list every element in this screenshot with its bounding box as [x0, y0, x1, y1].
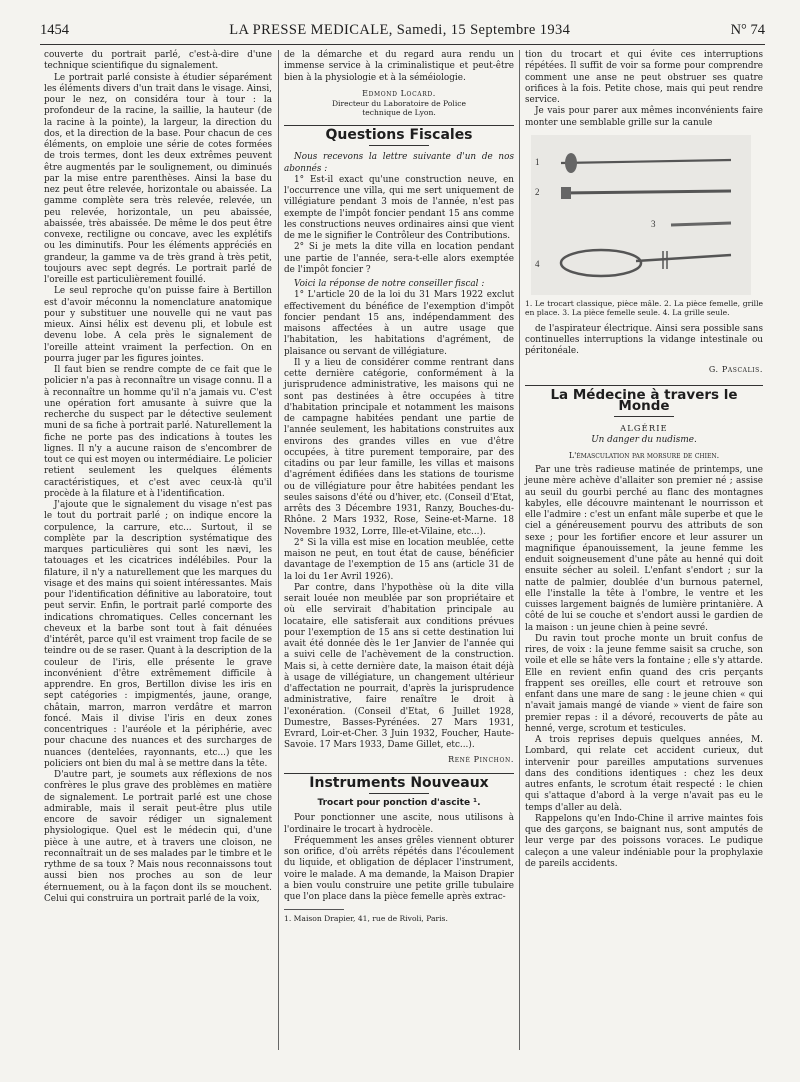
signature: René Pinchon.	[448, 754, 514, 764]
paragraph: 2° Si la villa est mise en location meublée, cette maison ne peut, en tout état de cause, bénéficier davantage de l'exemption de 15 ans (article 31 de la loi du 1er Avril 1926).	[284, 537, 514, 582]
paragraph: Par contre, dans l'hypothèse où la dite villa serait louée non meublée par son propriétaire et où elle servirait d'habitation principale au locataire, elle satisferait aux conditions prévues pour l'exemption de 15 ans si cette destination lui avait été donnée dès le 1er Janvier de l'année qui a suivi celle de l'achèvement de la construction. Mais si, à cette dernière date, la maison était déjà à usage de villégiature, un changement ultérieur d'affectation ne pourrait, d'après la jurisprudence administrative, faire renaître le droit à l'exonération. (Conseil d'Etat, 6 Juillet 1928, Dumestre, Basses-Pyrénées. 27 Mars 1931, Evrard, Loir-et-Cher. 3 Juin 1932, Foucher, Haute-Savoie. 17 Mars 1933, Dame Gillet, etc...).	[284, 582, 514, 751]
trocar-illustration	[531, 135, 751, 295]
section-title-fiscal: Questions Fiscales	[325, 127, 473, 143]
section-rule	[284, 125, 514, 126]
figure-caption: 1. Le trocart classique, pièce mâle. 2. La pièce femelle, grille en place. 3. La pièce femelle seule. 4. La grille seule.	[525, 298, 763, 318]
paragraph: Du ravin tout proche monte un bruit confus de rires, de voix : la jeune femme saisit sa cruche, son voile et elle se hâte vers la fontaine ; elle s'y attarde. Elle en revient enfin quand des cris perçants frappent ses oreilles, elle court et retrouve son enfant dans une mare de sang : le jeune chien « qui n'avait jamais mangé de viande » vient de faire son premier repas : il a dévoré, recouverts de pâte au henné, verge, scrotum et testicules.	[525, 633, 763, 734]
journal-title: LA PRESSE MEDICALE, Samedi, 15 Septembre 1934	[229, 21, 571, 38]
paragraph: J'ajoute que le signalement du visage n'est pas le tout du portrait parlé ; on indique encore la corpulence, la carrure, etc... Surtout, il se complète par la description systématique des marques particulières qui sont les nævi, les tatouages et les cicatrices indélébiles. Pour la filature, il n'y a naturellement que les marques du visage et des mains qui soient intéressantes. Mais pour l'identification définitive au laboratoire, tout peut servir. Enfin, le portrait parlé comporte des indications chromatiques. Celles concernant les cheveux et la barbe sont tout à fait dénuées d'intérêt, parce qu'il est vraiment trop facile de se teindre ou de se raser. Quant à la description de la couleur de l'iris, elle présente le grave inconvénient d'être extrêmement difficile à apprendre. En gros, Bertillon divise les iris en sept catégories : impigmentés, jaune, orange, châtain, marron, marron verdâtre et marron foncé. Mais il divise l'iris en deux zones concentriques : l'auréole et la périphérie, avec pour chacune des nuances et des surcharges de nuances (dentelées, rayonnants, etc...) que les policiers ont bien du mal à se mettre dans la tête.	[44, 500, 272, 769]
paragraph: Je vais pour parer aux mêmes inconvénients faire monter une semblable grille sur la canule	[525, 106, 763, 128]
paragraph: Par une très radieuse matinée de printemps, une jeune mère achève d'allaiter son premier né ; assise au seuil du gourbi perché au flanc des montagnes kabyles, elle découvre maintenant le nourrisson et elle l'admire : c'est un enfant mâle superbe et que le ciel a généreusement pourvu des attributs de son sexe ; pour les fortifier encore et leur assurer un magnifique épanouissement, la jeune femme les enduit soigneusement d'une pâte au henné qui doit ensuite sécher au soleil. L'enfant s'endort ; sur la natte de palmier, doublée d'un burnous paternel, elle l'installe la tête à l'ombre, le ventre et les cuisses largement baignés de lumière printanière. A côté de lui se couche et s'endort aussi le gardien de la maison : un jeune chien à peine sevré.	[525, 465, 763, 633]
paragraph: 2° Si je mets la dite villa en location pendant une partie de l'année, sera-t-elle alors exemptée de l'impôt foncier ?	[284, 242, 514, 275]
paragraph: Rappelons qu'en Indo-Chine il arrive maintes fois que des garçons, se baignant nus, sont amputés de leur verge par des poissons voraces. Le pudique caleçon a une valeur indéniable pour la prophylaxie de pareils accidents.	[525, 813, 763, 869]
paragraph: 1° Est-il exact qu'une construction neuve, en l'occurrence une villa, qui me sert uniquement de villégiature pendant 3 mois de l'année, n'est pas exempte de l'impôt foncier pendant 15 ans comme les constructions neuves ordinaires ainsi que vient de me le signifier le Contrôleur des Contributions.	[284, 174, 514, 241]
paragraph: Fréquemment les anses grêles viennent obturer son orifice, d'où arrêts répétés dans l'écoulement du liquide, et obligation de déplacer l'instrument, voire le malade. A ma demande, la Maison Drapier a bien voulu construire une petite grille tubulaire que l'on place dans la pièce femelle après extrac-	[284, 835, 514, 902]
section-title-instruments: Instruments Nouveaux	[309, 774, 489, 791]
paragraph: Il y a lieu de considérer comme rentrant dans cette dernière catégorie, conformément à la jurisprudence administrative, les maisons qui ne sont pas destinées à être occupées à titre d'habitation principale et notamment les maisons de campagne habitées pendant une partie de l'année seulement, les habitations construites aux environs des grandes villes en vue d'être occupées, à titre purement temporaire, par des citadins ou par leur famille, les villas et maisons d'agrément édifiées dans les stations de tourisme ou de villégiature pour être habitées pendant les seules saisons d'été ou d'hiver, etc. (Conseil d'Etat, arrêts des 3 Décembre 1931, Ranzy, Bouches-du-Rhône. 2 Mars 1932, Rose, Seine-et-Marne. 18 Novembre 1932, Lorre, Ille-et-Vilaine, etc...).	[284, 357, 514, 537]
fig-label: 1	[535, 156, 540, 167]
paragraph: 1° L'article 20 de la loi du 31 Mars 1922 exclut effectivement du bénéfice de l'exemption d'impôt foncier pendant 15 ans, indépendamment des maisons affectées à un autre usage que l'habitation, les habitations d'agrément, de plaisance ou servant de villégiature.	[284, 290, 514, 357]
column-1	[44, 50, 272, 905]
paragraph: A trois reprises depuis quelques années, M. Lombard, qui relate cet accident curieux, dut intervenir pour pareilles amputations survenues dans des conditions identiques : chez les deux autres enfants, le scrotum était respecté : le chien qui s'attaque d'abord à la verge n'avait pas eu le temps d'aller au delà.	[525, 735, 763, 813]
country-heading: ALGÉRIE	[620, 423, 668, 434]
short-rule	[369, 793, 429, 794]
section-rule	[525, 385, 763, 386]
fig-label: 2	[535, 186, 540, 197]
paragraph: Le portrait parlé consiste à étudier séparément les éléments divers d'un trait dans le visage. Ainsi, pour le nez, on considéra tour à tour : la profondeur de la racine, la saillie, la hauteur (de la racine à la pointe), la largeur, la direction du dos, et la direction de la base. Pour chacun de ces éléments, on emploie une série de cotes formées de trois termes, dont les deux extrêmes peuvent être augmentés par le soulignement, ou diminués par la mise entre parenthèses. Ainsi la base du nez peut être relevée, horizontale ou abaissée. La gamme complète sera très relevée, relevée, un peu relevée, horizontale, un peu abaissée, abaissée, très abaissée. De même le dos peut être convexe, rectiligne ou concave, avec les explétifs ou les diminutifs. Pour les éléments appréciés en grandeur, la gamme va de très grand à très petit, toujours avec sept degrés. Le portrait parlé de l'oreille est particulièrement fouillé.	[44, 72, 272, 285]
trocar-figure	[531, 135, 751, 295]
paragraph: Le seul reproche qu'on puisse faire à Bertillon est d'avoir méconnu la nomenclature anatomique pour y substituer une nouvelle qui ne vaut pas mieux. Ainsi hélix est devenu pli, et lobule est devenu lobe. A cela près le signalement de l'oreille atteint vraiment la perfection. On en pourra juger par les figures jointes.	[44, 286, 272, 364]
page-number: 1454	[40, 21, 69, 38]
section-rule	[284, 773, 514, 774]
short-rule	[614, 416, 674, 417]
paragraph: Voici la réponse de notre conseiller fiscal :	[294, 279, 485, 289]
paragraph: D'autre part, je soumets aux réflexions de nos confrères le plus grave des problèmes en matière de signalement. Le portrait parlé est une chose admirable, mais il serait peut-être plus utile encore de savoir rédiger un signalement physiologique. Quel est le médecin qui, d'une pièce à une autre, et à travers une cloison, ne reconnaîtrait un de ses malades par le timbre et le rythme de sa toux ? Mais nous reconnaissons tout aussi bien nos proches au son de leur éternuement, ou à la façon dont ils se mouchent. Celui qui construira un portrait parlé de la voix,	[44, 770, 272, 904]
paragraph: Pour ponctionner une ascite, nous utilisons à l'ordinaire le trocart à hydrocèle.	[284, 813, 514, 835]
paragraph: Il faut bien se rendre compte de ce fait que le policier n'a pas à reconnaître un visage connu. Il a à reconnaître un homme qu'il n'a jamais vu. C'est une opération fort amusante à suivre que la recherche du suspect par le détective seulement muni de sa fiche à portrait parlé. Naturellement la fiche ne porte pas des indications à toutes les lignes. Il n'y a aucune raison de s'encombrer de tout ce qui est moyen ou intermédiaire. Le policier retient seulement les quelques éléments caractéristiques, et c'est avec ceux-là qu'il procède à la filature et à l'identification.	[44, 365, 272, 499]
header-rule	[40, 44, 765, 45]
author-name: Edmond Locard.	[362, 88, 436, 98]
paragraph: tion du trocart et qui évite ces interruptions répétées. Il suffit de voir sa forme pour comprendre comment une anse ne peut obstruer ses quatre orifices à la fois. Petite chose, mais qui peut rendre service.	[525, 50, 763, 105]
column-3	[525, 50, 763, 870]
paragraph: de la démarche et du regard aura rendu un immense service à la criminalistique et peut-être bien à la physiologie et à la séméiologie.	[284, 50, 514, 83]
issue-number: N° 74	[730, 21, 765, 38]
fig-label: 4	[535, 258, 540, 269]
fig-label: 3	[651, 218, 656, 229]
paragraph: de l'aspirateur électrique. Ainsi sera possible sans continuelles interruptions la vidange intestinale ou péritonéale.	[525, 323, 763, 357]
column-divider	[519, 50, 520, 1050]
article-heading: L'émasculation par morsure de chien.	[568, 450, 720, 460]
article-subtitle: Trocart pour ponction d'ascite ¹.	[317, 798, 481, 808]
newspaper-page	[40, 18, 765, 1068]
column-divider	[278, 50, 279, 1050]
paragraph: Nous recevons la lettre suivante d'un de nos abonnés :	[284, 152, 514, 174]
column-2	[284, 50, 514, 925]
author-role: Directeur du Laboratoire de Police technique de Lyon.	[331, 99, 467, 117]
signature: G. Pascalis.	[708, 364, 763, 374]
country-subheading: Un danger du nudisme.	[591, 434, 697, 445]
footnote: 1. Maison Drapier, 41, rue de Rivoli, Paris.	[284, 914, 448, 924]
paragraph: couverte du portrait parlé, c'est-à-dire d'une technique scientifique du signalement.	[44, 50, 272, 72]
page-header	[40, 18, 765, 42]
short-rule	[369, 145, 429, 146]
footnote-rule	[284, 909, 344, 910]
section-title-monde: La Médecine à travers le Monde	[550, 386, 738, 414]
